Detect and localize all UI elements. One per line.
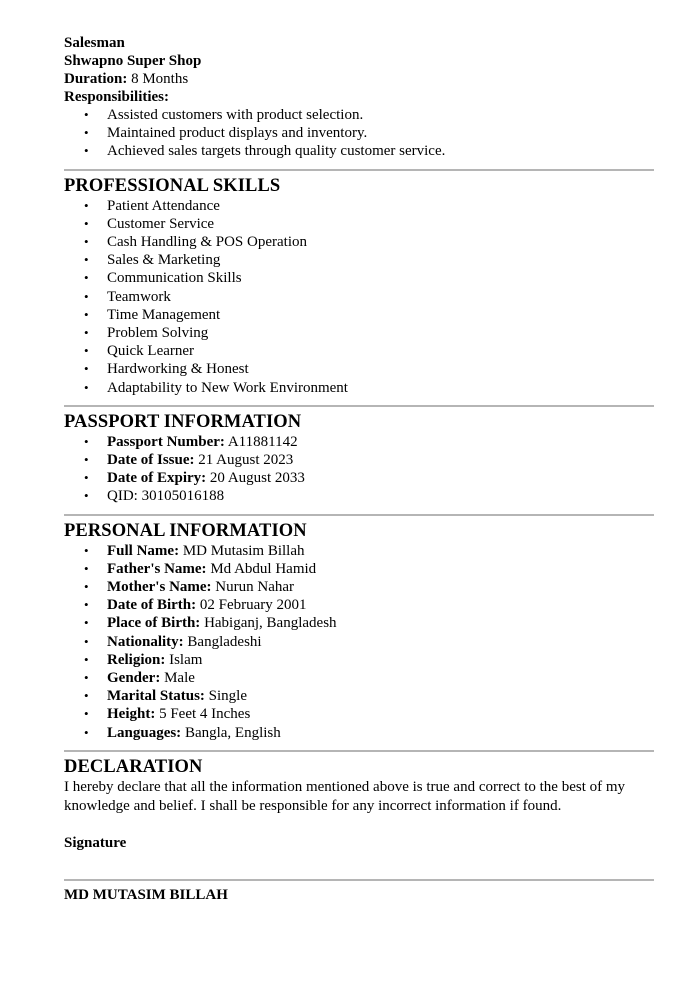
- field-label: Passport Number:: [107, 433, 225, 450]
- list-item: [64, 596, 654, 614]
- field-value: MD Mutasim Billah: [182, 542, 305, 559]
- field-label: Place of Birth:: [107, 615, 201, 632]
- field-value: Bangla, English: [184, 724, 281, 741]
- field-value: Nurun Nahar: [215, 579, 295, 596]
- declaration-text: I hereby declare that all the information mentioned above is true and correct to the best of my knowledge and belief. I shall be responsible for any incorrect information if found.: [64, 778, 626, 814]
- duration-value: 8 Months: [131, 71, 189, 87]
- list-item: [64, 560, 654, 578]
- list-item: • Problem Solving: [64, 324, 654, 342]
- field-value: 21 August 2023: [198, 452, 294, 469]
- list-item: • Adaptability to New Work Environment: [64, 379, 654, 397]
- personal-list: [64, 542, 654, 742]
- field-value: Bangladeshi: [187, 633, 262, 650]
- passport-section: [64, 411, 654, 506]
- field-value: Md Abdul Hamid: [210, 560, 317, 577]
- passport-list: [64, 433, 654, 506]
- job-role: Salesman: [64, 35, 125, 51]
- list-item: [64, 651, 654, 669]
- section-heading-passport: PASSPORT INFORMATION: [64, 411, 302, 432]
- personal-section: [64, 520, 654, 742]
- section-heading-skills: PROFESSIONAL SKILLS: [64, 175, 281, 196]
- field-label: Gender:: [107, 670, 161, 687]
- list-item: [64, 451, 654, 469]
- list-item: [64, 542, 654, 560]
- field-label: Languages:: [107, 724, 182, 741]
- resume-page: [64, 34, 654, 904]
- field-value: 02 February 2001: [199, 597, 307, 614]
- field-label: Full Name:: [107, 542, 180, 559]
- field-label: Date of Issue:: [107, 452, 195, 469]
- list-item: • Communication Skills: [64, 269, 654, 287]
- field-value: 20 August 2033: [209, 470, 305, 487]
- declaration-section: [64, 756, 654, 904]
- section-divider: [64, 514, 654, 516]
- duration-line: [64, 70, 654, 88]
- signature-line: [64, 879, 654, 881]
- field-label: Religion:: [107, 651, 166, 668]
- section-divider: [64, 405, 654, 407]
- list-item: [64, 687, 654, 705]
- skills-list: [64, 197, 654, 397]
- responsibilities-list: [64, 106, 654, 161]
- field-value: Male: [164, 670, 195, 687]
- field-value: Single: [208, 688, 247, 705]
- field-label: Nationality:: [107, 633, 184, 650]
- field-label: Height:: [107, 706, 156, 723]
- list-item: [64, 633, 654, 651]
- list-item: [64, 433, 654, 451]
- list-item: [64, 578, 654, 596]
- signature-name: MD MUTASIM BILLAH: [64, 886, 228, 903]
- company-name: Shwapno Super Shop: [64, 53, 202, 69]
- field-value: A11881142: [227, 433, 298, 450]
- experience-section: [64, 34, 654, 161]
- list-item: [64, 705, 654, 723]
- section-heading-declaration: DECLARATION: [64, 756, 203, 777]
- field-label: Marital Status:: [107, 688, 205, 705]
- list-item: • Customer Service: [64, 215, 654, 233]
- list-item: • Teamwork: [64, 288, 654, 306]
- field-label: Date of Birth:: [107, 597, 197, 614]
- field-value: Islam: [169, 651, 203, 668]
- section-divider: [64, 750, 654, 752]
- list-item: • Time Management: [64, 306, 654, 324]
- list-item: • Quick Learner: [64, 342, 654, 360]
- list-item: • Hardworking & Honest: [64, 360, 654, 378]
- skills-section: [64, 175, 654, 397]
- duration-label: Duration:: [64, 71, 128, 87]
- field-value: QID: 30105016188: [107, 488, 225, 505]
- field-label: Mother's Name:: [107, 579, 212, 596]
- field-label: Father's Name:: [107, 560, 207, 577]
- list-item: • Patient Attendance: [64, 197, 654, 215]
- list-item: [64, 469, 654, 487]
- section-divider: [64, 169, 654, 171]
- list-item: • Assisted customers with product selection.: [64, 106, 654, 124]
- list-item: [64, 724, 654, 742]
- list-item: • Maintained product displays and inventory.: [64, 124, 654, 142]
- list-item: • Achieved sales targets through quality customer service.: [64, 142, 654, 160]
- list-item: • Cash Handling & POS Operation: [64, 233, 654, 251]
- signature-label: Signature: [64, 834, 127, 851]
- list-item: [64, 487, 654, 505]
- list-item: [64, 614, 654, 632]
- field-label: Date of Expiry:: [107, 470, 207, 487]
- section-heading-personal: PERSONAL INFORMATION: [64, 520, 307, 541]
- list-item: • Sales & Marketing: [64, 251, 654, 269]
- field-value: Habiganj, Bangladesh: [204, 615, 337, 632]
- field-value: 5 Feet 4 Inches: [159, 706, 251, 723]
- responsibilities-label: Responsibilities:: [64, 89, 170, 105]
- list-item: [64, 669, 654, 687]
